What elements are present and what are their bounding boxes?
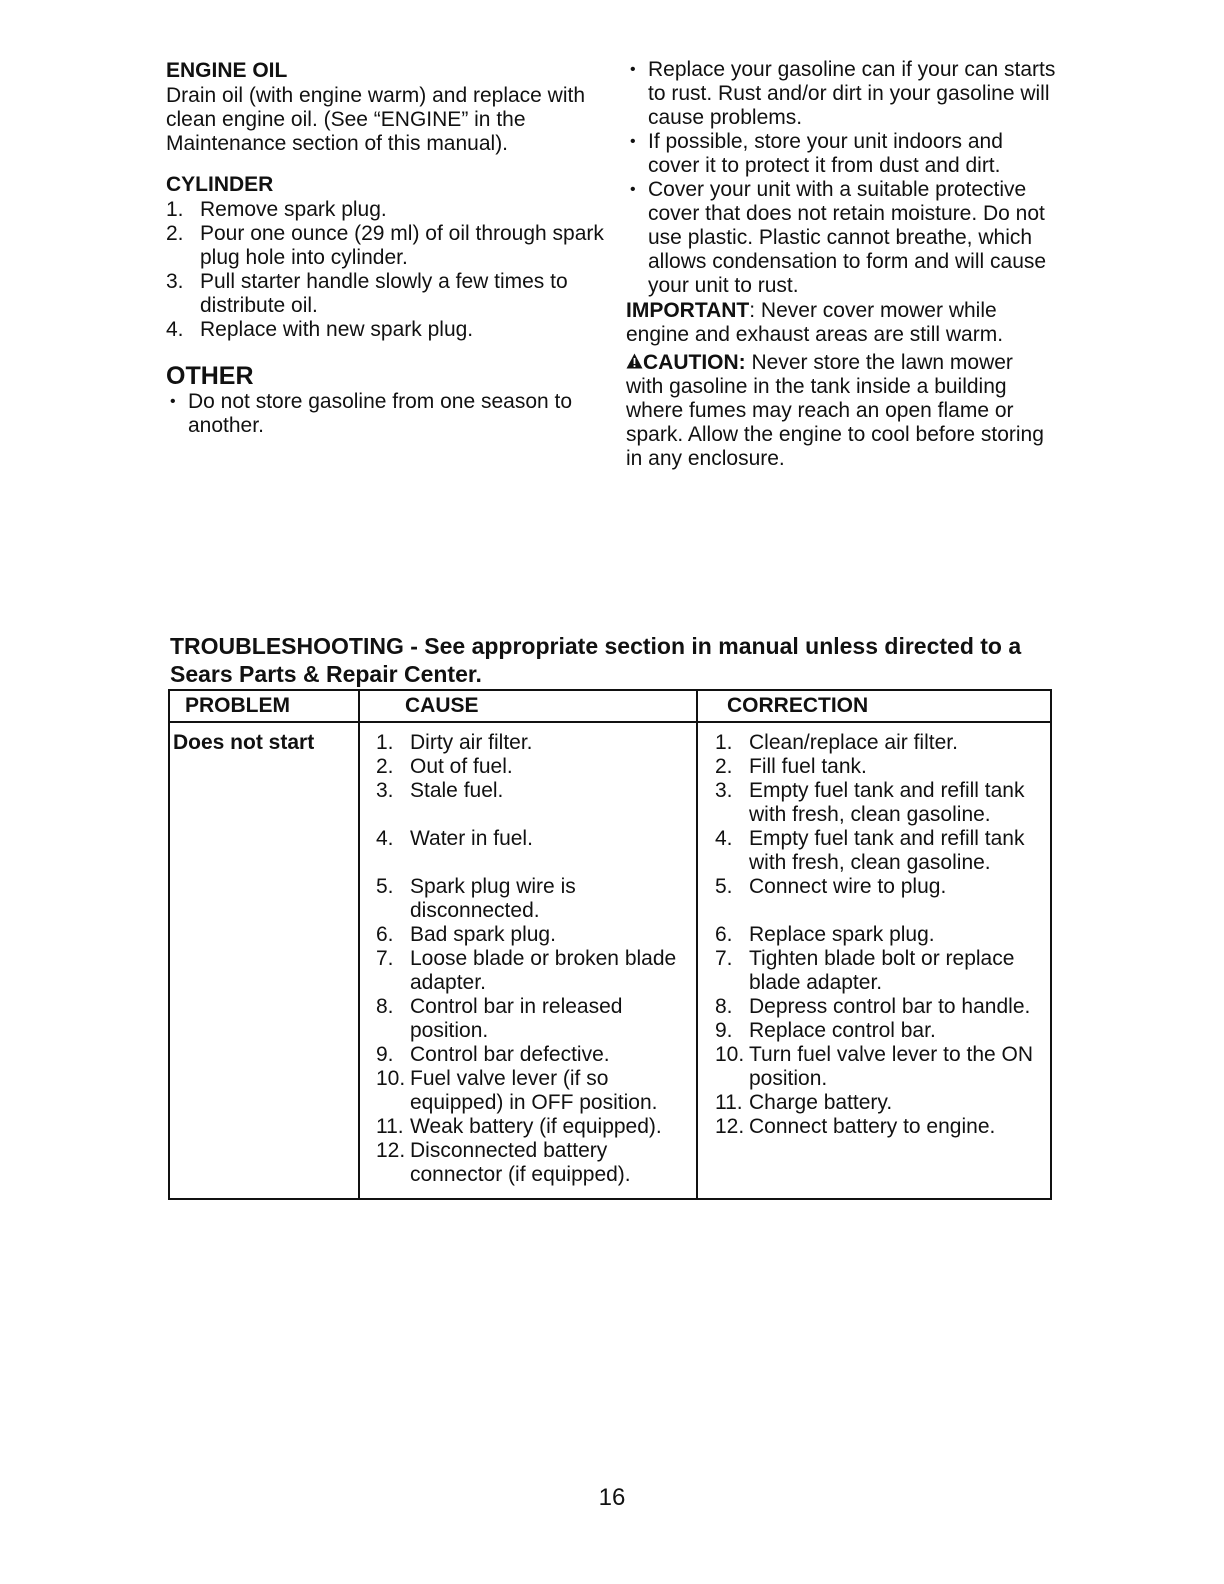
table-row — [376, 995, 698, 1043]
bullet-icon: • — [630, 61, 636, 78]
cause-list — [376, 731, 698, 1187]
important-note — [626, 299, 1056, 347]
warning-triangle-icon — [626, 351, 643, 375]
item-number: 6. — [715, 923, 733, 946]
item-text: Control bar in released position. — [410, 995, 623, 1042]
item-text: Depress control bar to handle. — [749, 995, 1031, 1018]
table-row — [715, 1115, 1050, 1139]
item-text: Loose blade or broken blade adapter. — [410, 947, 677, 994]
item-text: Control bar defective. — [410, 1043, 610, 1066]
item-text: Replace spark plug. — [749, 923, 935, 946]
table-row — [376, 1139, 698, 1187]
table-row — [715, 827, 1050, 875]
item-number: 10. — [715, 1043, 745, 1066]
list-item — [166, 198, 606, 222]
item-text: Fuel valve lever (if so equipped) in OFF position. — [410, 1067, 658, 1114]
caution-text: Never store the lawn mower with gasoline in the tank inside a building where fumes may reach an open flame or spark. Allow the engine to cool before storing in any enclosure. — [626, 351, 1044, 470]
troubleshooting-heading: TROUBLESHOOTING - See appropriate section in manual unless directed to a Sears Parts & Repair Center. — [170, 633, 1022, 687]
item-number: 9. — [376, 1043, 394, 1066]
step-text: Replace with new spark plug. — [200, 318, 474, 341]
table-row — [376, 875, 698, 923]
item-number: 12. — [376, 1139, 406, 1162]
step-number: 2. — [166, 222, 184, 245]
cylinder-section — [166, 172, 606, 342]
caution-note — [626, 351, 1056, 471]
item-number: 4. — [715, 827, 733, 850]
bullet-icon: • — [630, 133, 636, 150]
item-text: Charge battery. — [749, 1091, 893, 1114]
step-text: Remove spark plug. — [200, 198, 387, 221]
list-item — [626, 58, 1056, 130]
item-text: Stale fuel. — [410, 779, 504, 802]
item-text: Empty fuel tank and refill tank with fresh, clean gasoline. — [749, 827, 1025, 874]
step-number: 3. — [166, 270, 184, 293]
item-text: Water in fuel. — [410, 827, 533, 850]
table-row — [715, 1019, 1050, 1043]
item-text: Dirty air filter. — [410, 731, 533, 754]
item-number: 2. — [376, 755, 394, 778]
list-item — [166, 222, 606, 270]
bullet-text: Cover your unit with a suitable protective cover that does not retain moisture. Do not use plastic. Plastic cannot breathe, which allows condensation to form and will cause your unit to rust. — [648, 178, 1047, 297]
item-number: 5. — [376, 875, 394, 898]
table-row — [376, 779, 698, 827]
item-text: Replace control bar. — [749, 1019, 936, 1042]
left-column — [166, 58, 606, 438]
list-item — [166, 318, 606, 342]
item-text: Weak battery (if equipped). — [410, 1115, 662, 1138]
item-text: Bad spark plug. — [410, 923, 556, 946]
item-text: Empty fuel tank and refill tank with fresh, clean gasoline. — [749, 779, 1025, 826]
item-number: 1. — [715, 731, 733, 754]
table-row — [376, 1067, 698, 1115]
table-row — [715, 923, 1050, 947]
warning-triangle-icon-graphic — [626, 353, 643, 369]
item-text: Connect battery to engine. — [749, 1115, 996, 1138]
column-divider — [358, 691, 360, 1198]
column-header-problem: PROBLEM — [185, 694, 290, 717]
item-text: Fill fuel tank. — [749, 755, 867, 778]
step-number: 4. — [166, 318, 184, 341]
item-text: Spark plug wire is disconnected. — [410, 875, 576, 922]
page-number: 16 — [598, 1484, 626, 1511]
table-row — [715, 779, 1050, 827]
table-row — [376, 1115, 698, 1139]
table-row — [715, 755, 1050, 779]
other-heading: OTHER — [166, 362, 254, 390]
list-item — [626, 130, 1056, 178]
problem-cell: Does not start — [173, 731, 315, 754]
list-item — [166, 390, 606, 438]
item-number: 9. — [715, 1019, 733, 1042]
step-text: Pour one ounce (29 ml) of oil through spark plug hole into cylinder. — [200, 222, 604, 269]
item-number: 4. — [376, 827, 394, 850]
table-header-row — [170, 691, 1050, 723]
other-bullets — [166, 390, 606, 438]
troubleshooting-table — [168, 689, 1052, 1200]
table-row — [715, 995, 1050, 1019]
item-number: 10. — [376, 1067, 406, 1090]
item-number: 2. — [715, 755, 733, 778]
table-row — [376, 947, 698, 995]
bullet-text: If possible, store your unit indoors and cover it to protect it from dust and dirt. — [648, 130, 1003, 177]
table-row — [376, 731, 698, 755]
item-number: 3. — [715, 779, 733, 802]
table-row — [376, 923, 698, 947]
step-text: Pull starter handle slowly a few times to distribute oil. — [200, 270, 568, 317]
caution-label: CAUTION: — [643, 351, 746, 374]
other-section — [166, 362, 606, 438]
item-number: 1. — [376, 731, 394, 754]
storage-bullets — [626, 58, 1056, 298]
item-text: Tighten blade bolt or replace blade adapter. — [749, 947, 1015, 994]
cause-cell — [376, 731, 698, 1187]
table-row — [715, 1091, 1050, 1115]
engine-oil-heading: ENGINE OIL — [166, 59, 288, 82]
item-number: 6. — [376, 923, 394, 946]
bullet-icon: • — [170, 393, 176, 410]
item-number: 11. — [376, 1115, 404, 1138]
item-number: 8. — [376, 995, 394, 1018]
item-text: Turn fuel valve lever to the ON position. — [749, 1043, 1034, 1090]
engine-oil-text: Drain oil (with engine warm) and replace with clean engine oil. (See “ENGINE” in the Maintenance section of this manual). — [166, 84, 586, 155]
step-number: 1. — [166, 198, 184, 221]
bullet-text: Replace your gasoline can if your can starts to rust. Rust and/or dirt in your gasoline will cause problems. — [648, 58, 1056, 129]
bullet-text: Do not store gasoline from one season to another. — [188, 390, 573, 437]
column-header-cause: CAUSE — [405, 694, 479, 717]
item-number: 7. — [715, 947, 733, 970]
item-text: Disconnected battery connector (if equipped). — [410, 1139, 631, 1186]
list-item — [166, 270, 606, 318]
item-number: 7. — [376, 947, 394, 970]
correction-cell — [715, 731, 1050, 1139]
important-label: IMPORTANT — [626, 299, 750, 322]
item-number: 8. — [715, 995, 733, 1018]
correction-list — [715, 731, 1050, 1139]
item-text: Out of fuel. — [410, 755, 513, 778]
table-row — [715, 1043, 1050, 1091]
engine-oil-section — [166, 58, 606, 156]
table-row — [715, 875, 1050, 923]
column-header-correction: CORRECTION — [727, 694, 869, 717]
cylinder-steps — [166, 198, 606, 342]
bullet-icon: • — [630, 181, 636, 198]
item-number: 12. — [715, 1115, 745, 1138]
table-row — [376, 827, 698, 875]
table-row — [715, 947, 1050, 995]
list-item — [626, 178, 1056, 298]
item-text: Connect wire to plug. — [749, 875, 947, 898]
cylinder-heading: CYLINDER — [166, 173, 274, 196]
table-row — [715, 731, 1050, 755]
item-number: 5. — [715, 875, 733, 898]
item-text: Clean/replace air filter. — [749, 731, 958, 754]
right-column — [626, 58, 1056, 471]
important-text: : Never cover mower while engine and exhaust areas are still warm. — [626, 299, 1004, 346]
item-number: 11. — [715, 1091, 743, 1114]
item-number: 3. — [376, 779, 394, 802]
table-row — [376, 755, 698, 779]
table-row — [376, 1043, 698, 1067]
